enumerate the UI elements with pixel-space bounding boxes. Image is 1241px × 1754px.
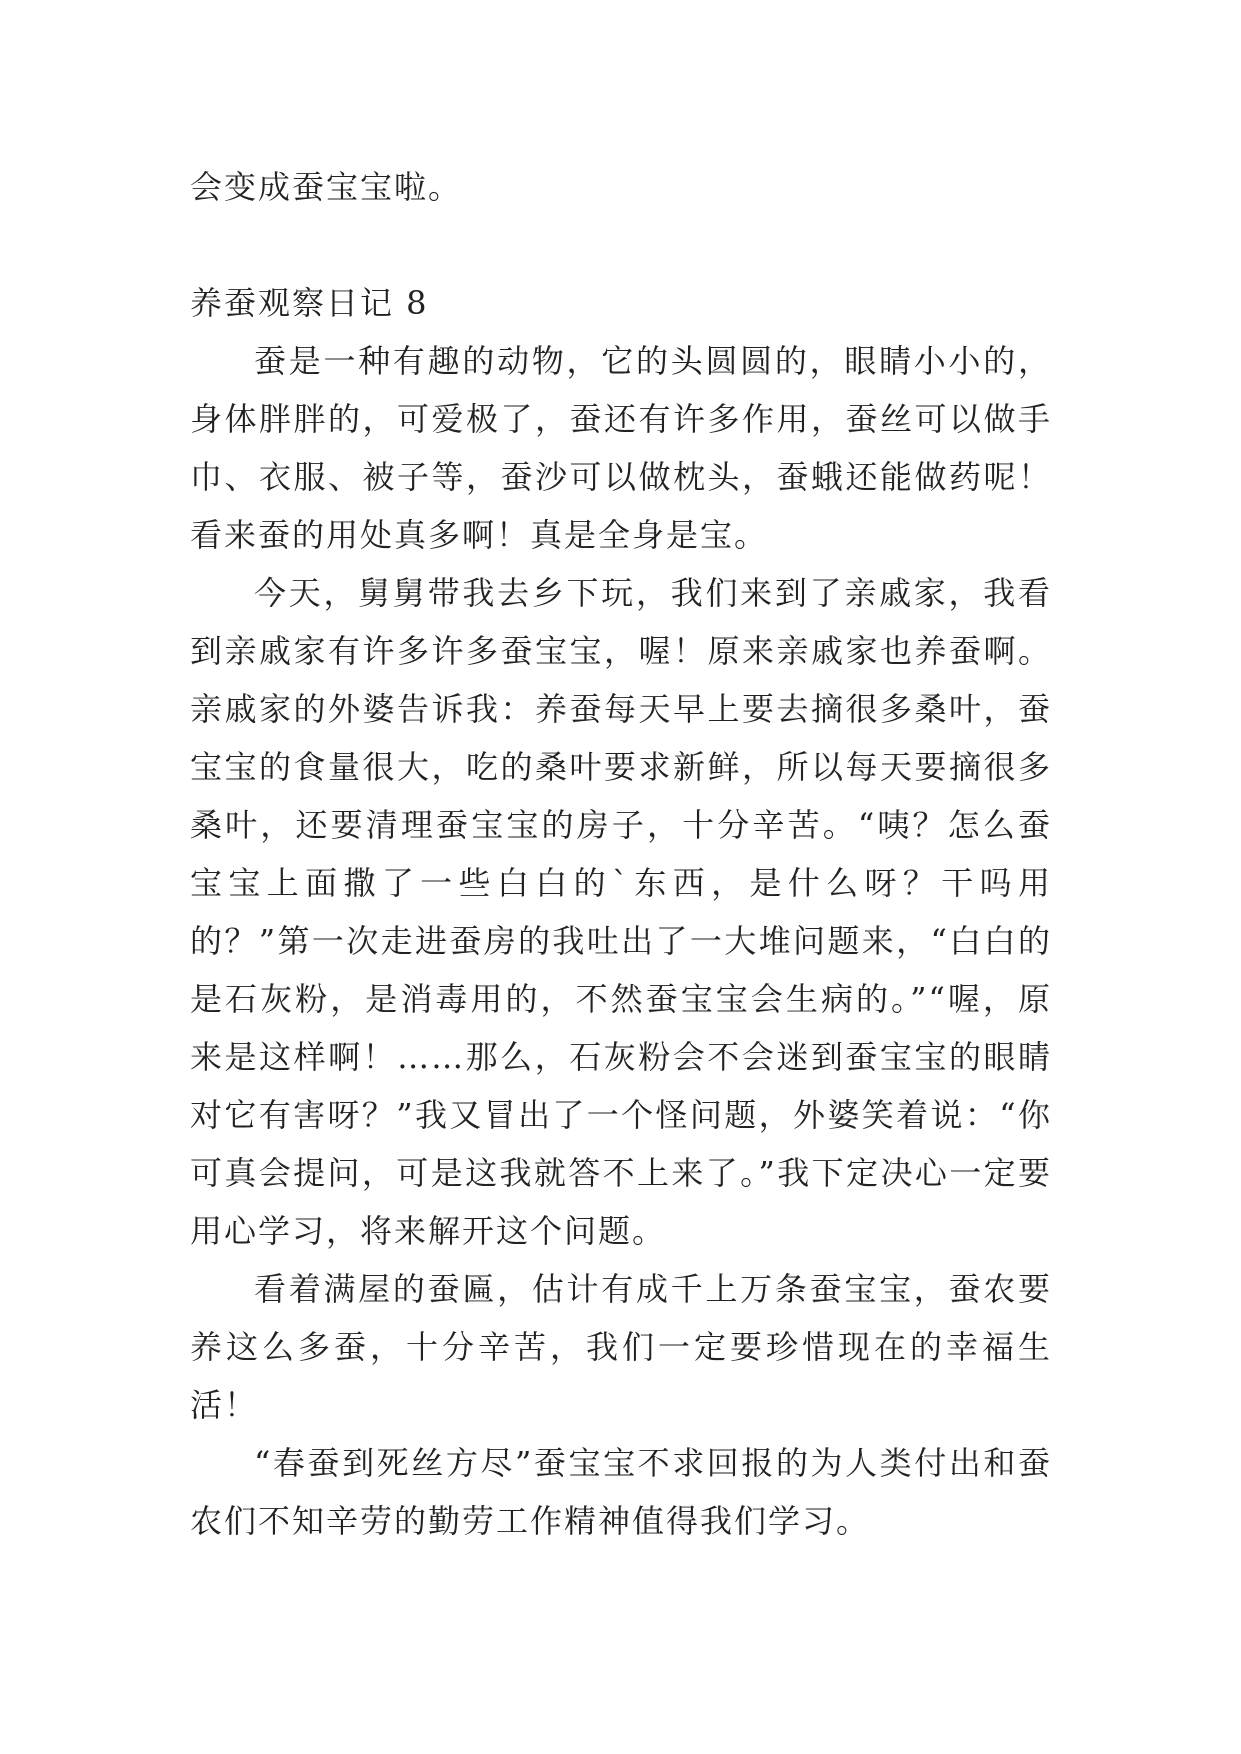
document-body: [190, 158, 1052, 1550]
paragraph-conclusion: “春蚕到死丝方尽”蚕宝宝不求回报的为人类付出和蚕农们不知辛劳的勤劳工作精神值得我们学习。: [190, 1444, 1052, 1540]
paragraph-reflection: 看着满屋的蚕匾，估计有成千上万条蚕宝宝，蚕农要养这么多蚕，十分辛苦，我们一定要珍惜现在的幸福生活！: [190, 1270, 1052, 1424]
paragraph-intro: 蚕是一种有趣的动物，它的头圆圆的，眼睛小小的，身体胖胖的，可爱极了，蚕还有许多作用，蚕丝可以做手巾、衣服、被子等，蚕沙可以做枕头，蚕蛾还能做药呢！看来蚕的用处真多啊！真是全身是宝。: [190, 342, 1052, 554]
diary-title: 养蚕观察日记 8: [190, 284, 429, 322]
paragraph-visit: 今天，舅舅带我去乡下玩，我们来到了亲戚家，我看到亲戚家有许多许多蚕宝宝，喔！原来亲戚家也养蚕啊。亲戚家的外婆告诉我：养蚕每天早上要去摘很多桑叶，蚕宝宝的食量很大，吃的桑叶要求新鲜，所以每天要摘很多桑叶，还要清理蚕宝宝的房子，十分辛苦。“咦？怎么蚕宝宝上面撒了一些白白的`东西，是什么呀？干吗用的？”第一次走进蚕房的我吐出了一大堆问题来，“白白的是石灰粉，是消毒用的，不然蚕宝宝会生病的。”“喔，原来是这样啊！……那么，石灰粉会不会迷到蚕宝宝的眼睛对它有害呀？”我又冒出了一个怪问题，外婆笑着说：“你可真会提问，可是这我就答不上来了。”我下定决心一定要用心学习，将来解开这个问题。: [190, 574, 1052, 1250]
continuation-line: 会变成蚕宝宝啦。: [190, 168, 463, 206]
